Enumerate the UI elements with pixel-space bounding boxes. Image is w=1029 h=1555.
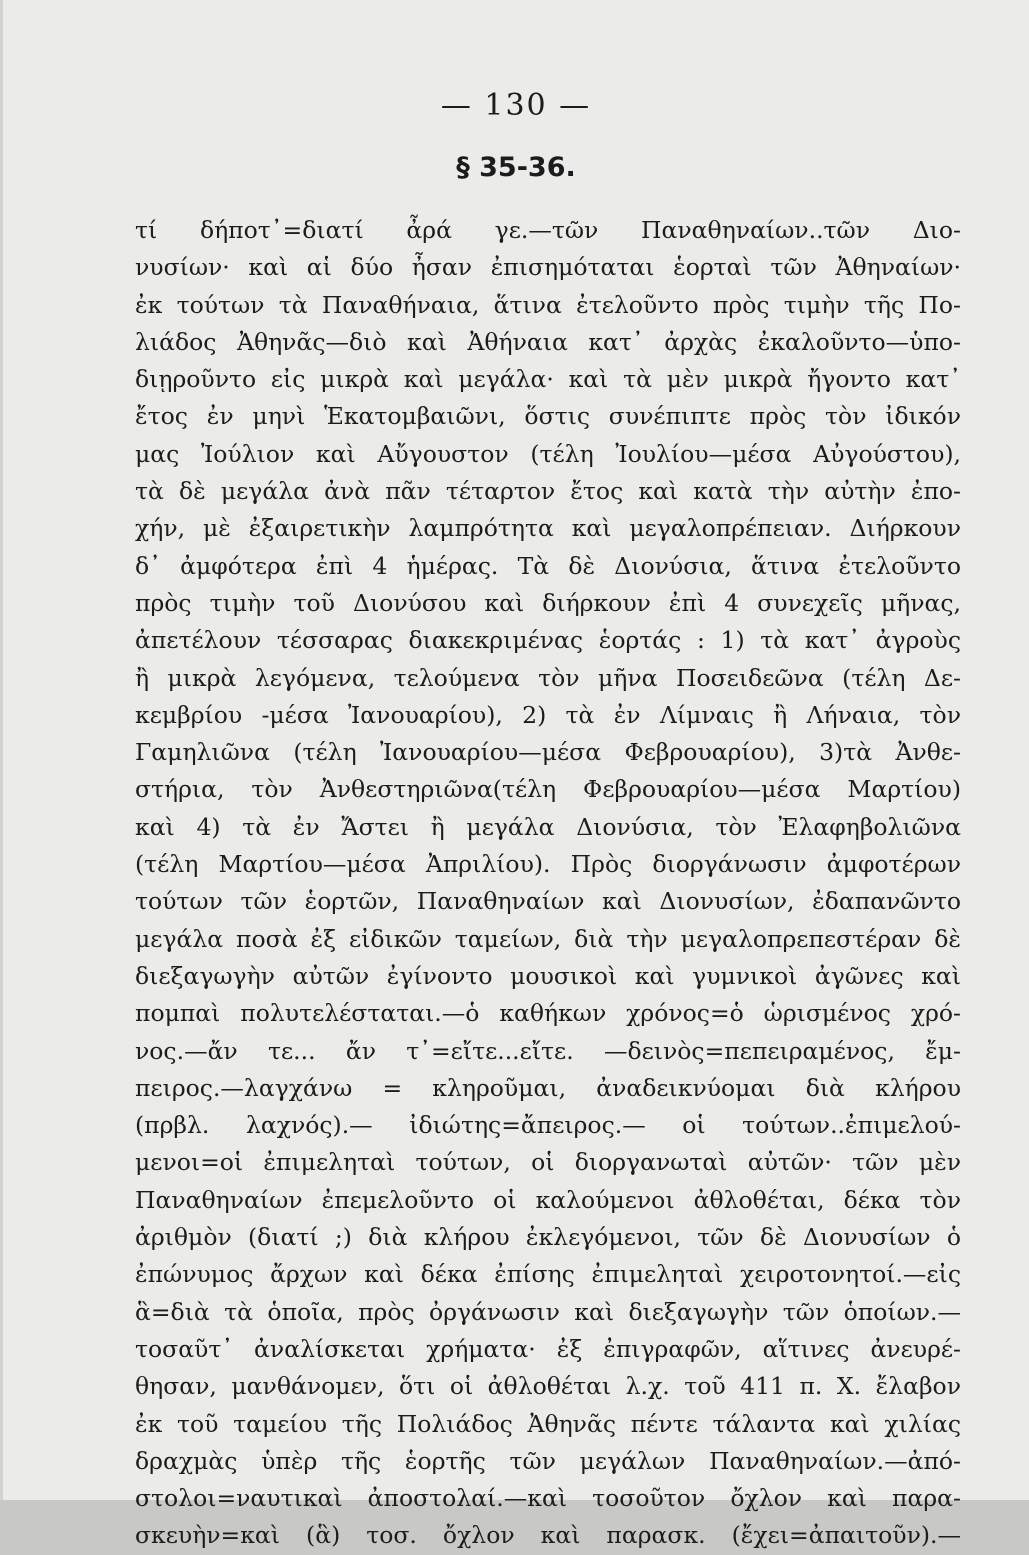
text-line: μας Ἰούλιον καὶ Αὔγουστον (τέλη Ἰουλίου—μέσα Αὐγούστου), [135,439,961,468]
text-line: ἀπετέλουν τέσσαρας διακεκριμένας ἑορτάς : 1) τὰ κατ᾽ ἀγροὺς [135,626,961,655]
text-line: νυσίων· καὶ αἱ δύο ἦσαν ἐπισημόταται ἑορταὶ τῶν Ἀθηναίων· [135,253,961,282]
text-line: Γαμηλιῶνα (τέλη Ἰανουαρίου—μέσα Φεβρουαρίου), 3)τὰ Ἀνθε- [135,738,961,767]
text-line: σκευὴν=καὶ (ἃ) τοσ. ὄχλον καὶ παρασκ. (ἔχει=ἀπαιτοῦν).— [135,1521,961,1550]
text-line: δ᾽ ἀμφότερα ἐπὶ 4 ἡμέρας. Τὰ δὲ Διονύσια, ἅτινα ἐτελοῦντο [135,551,961,580]
text-line: τοσαῦτ᾽ ἀναλίσκεται χρήματα· ἐξ ἐπιγραφῶν, αἵτινες ἀνευρέ- [135,1334,961,1363]
text-line: ἔτος ἐν μηνὶ Ἑκατομβαιῶνι, ὅστις συνέπιπτε πρὸς τὸν ἰδικόν [135,402,961,431]
section-heading: § 35-36. [456,152,576,183]
text-line: τὰ δὲ μεγάλα ἀνὰ πᾶν τέταρτον ἔτος καὶ κατὰ τὴν αὐτὴν ἐπο- [135,477,961,506]
text-line: δραχμὰς ὑπὲρ τῆς ἑορτῆς τῶν μεγάλων Παναθηναίων.—ἀπό- [135,1446,961,1475]
text-line: μεγάλα ποσὰ ἐξ εἰδικῶν ταμείων, διὰ τὴν μεγαλοπρεπεστέραν δὲ [135,924,961,953]
text-line: ἐκ τοῦ ταμείου τῆς Πολιάδος Ἀθηνᾶς πέντε τάλαντα καὶ χιλίας [135,1409,961,1438]
text-line: πειρος.—λαγχάνω = κληροῦμαι, ἀναδεικνύομαι διὰ κλήρου [135,1073,961,1102]
text-line: ἐκ τούτων τὰ Παναθήναια, ἅτινα ἐτελοῦντο πρὸς τιμὴν τῆς Πο- [135,290,961,319]
text-line: (τέλη Μαρτίου—μέσα Ἀπριλίου). Πρὸς διοργάνωσιν ἀμφοτέρων [135,850,961,879]
text-line: ἐπώνυμος ἄρχων καὶ δέκα ἐπίσης ἐπιμεληταὶ χειροτονητοί.—εἰς [135,1260,961,1289]
text-line: τί δήποτ᾽=διατί ἆρά γε.—τῶν Παναθηναίων..τῶν Διο- [135,216,961,244]
text-line: στήρια, τὸν Ἀνθεστηριῶνα(τέλη Φεβρουαρίου—μέσα Μαρτίου) [135,775,961,804]
text-line: ἃ=διὰ τὰ ὁποῖα, πρὸς ὀργάνωσιν καὶ διεξαγωγὴν τῶν ὁποίων.— [135,1297,961,1326]
text-line: τούτων τῶν ἑορτῶν, Παναθηναίων καὶ Διονυσίων, ἐδαπανῶντο [135,887,961,916]
text-line: πρὸς τιμὴν τοῦ Διονύσου καὶ διήρκουν ἐπὶ 4 συνεχεῖς μῆνας, [135,588,961,617]
text-line: διεξαγωγὴν αὐτῶν ἐγίνοντο μουσικοὶ καὶ γυμνικοὶ ἀγῶνες καὶ [135,961,961,990]
text-line: στολοι=ναυτικαὶ ἀποστολαί.—καὶ τοσοῦτον ὄχλον καὶ παρα- [135,1484,961,1513]
text-line: διῃροῦντο εἰς μικρὰ καὶ μεγάλα· καὶ τὰ μὲν μικρὰ ἤγοντο κατ᾽ [135,365,961,394]
body-text [135,212,961,1555]
text-line: κεμβρίου -μέσα Ἰανουαρίου), 2) τὰ ἐν Λίμναις ἢ Λήναια, τὸν [135,700,961,729]
page-number-header: — 130 — [440,88,592,123]
text-line: (πρβλ. λαχνός).— ἰδιώτης=ἄπειρος.— οἱ τούτων..ἐπιμελού- [135,1111,961,1140]
text-line: νος.—ἄν τε... ἄν τ᾽=εἴτε...εἴτε. —δεινὸς=πεπειραμένος, ἔμ- [135,1036,961,1065]
text-line: ἀριθμὸν (διατί ;) διὰ κλήρου ἐκλεγόμενοι, τῶν δὲ Διονυσίων ὁ [135,1223,961,1252]
text-line: Παναθηναίων ἐπεμελοῦντο οἱ καλούμενοι ἀθλοθέται, δέκα τὸν [135,1185,961,1214]
text-line: μενοι=οἱ ἐπιμεληταὶ τούτων, οἱ διοργανωταὶ αὐτῶν· τῶν μὲν [135,1148,961,1177]
text-line: λιάδος Ἀθηνᾶς—διὸ καὶ Ἀθήναια κατ᾽ ἀρχὰς ἐκαλοῦντο—ὑπο- [135,327,961,356]
text-line: καὶ 4) τὰ ἐν Ἄστει ἢ μεγάλα Διονύσια, τὸν Ἐλαφηβολιῶνα [135,812,961,841]
text-line: πομπαὶ πολυτελέσταται.—ὁ καθήκων χρόνος=ὁ ὡρισμένος χρό- [135,999,961,1028]
text-line: ἢ μικρὰ λεγόμενα, τελούμενα τὸν μῆνα Ποσειδεῶνα (τέλη Δε- [135,663,961,692]
text-line: θησαν, μανθάνομεν, ὅτι οἱ ἀθλοθέται λ.χ. τοῦ 411 π. Χ. ἔλαβον [135,1372,961,1401]
text-line: χήν, μὲ ἐξαιρετικὴν λαμπρότητα καὶ μεγαλοπρέπειαν. Διήρκουν [135,514,961,543]
